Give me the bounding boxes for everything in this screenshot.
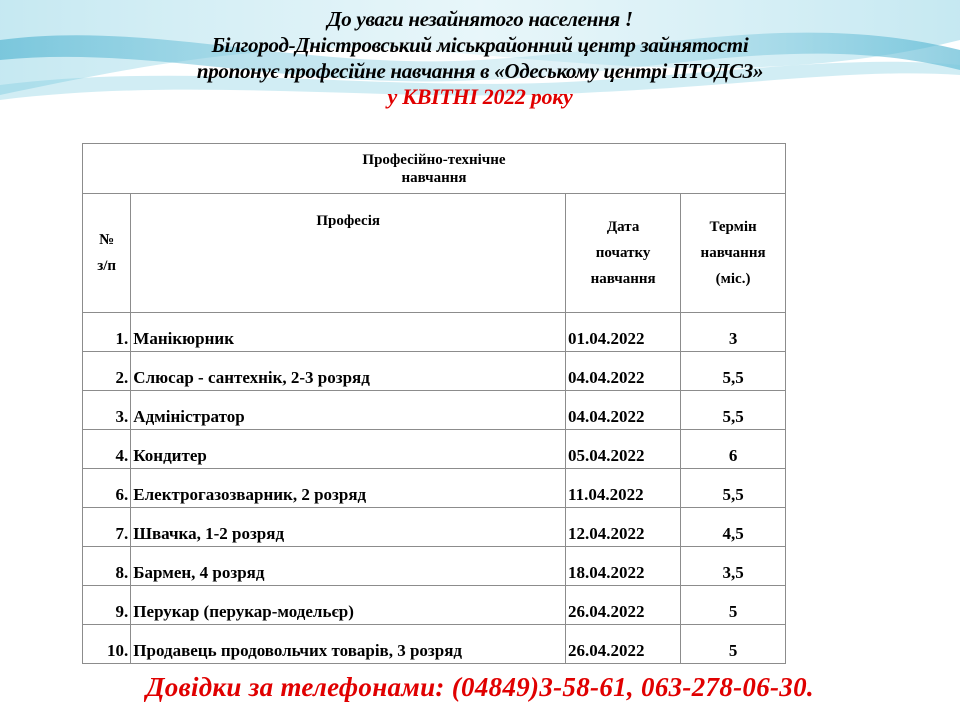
table-row [83, 313, 786, 352]
table-row [83, 508, 786, 547]
row-number: 4. [83, 430, 131, 469]
table-row [83, 625, 786, 664]
row-start-date: 12.04.2022 [566, 508, 681, 547]
col-date-line1: Дата [606, 219, 640, 235]
col-term-line1: Термін [709, 219, 757, 235]
row-start-date: 04.04.2022 [566, 352, 681, 391]
row-duration: 5,5 [681, 469, 786, 508]
row-duration: 3 [681, 313, 786, 352]
table-row [83, 391, 786, 430]
table-group-header-row [83, 144, 786, 194]
col-no-line2: з/п [97, 258, 117, 274]
courses-table [82, 143, 786, 664]
row-start-date: 05.04.2022 [566, 430, 681, 469]
table-body [83, 313, 786, 664]
row-profession: Перукар (перукар-модельєр) [131, 586, 566, 625]
col-term-line3: (міс.) [715, 271, 751, 287]
row-number: 10. [83, 625, 131, 664]
table-column-header-row [83, 194, 786, 313]
row-profession: Бармен, 4 розряд [131, 547, 566, 586]
announcement-header [0, 6, 960, 110]
row-start-date: 26.04.2022 [566, 586, 681, 625]
row-profession: Слюсар - сантехнік, 2-3 розряд [131, 352, 566, 391]
col-term-line2: навчання [700, 245, 766, 261]
column-header-number [83, 194, 131, 313]
row-duration: 3,5 [681, 547, 786, 586]
row-start-date: 26.04.2022 [566, 625, 681, 664]
column-header-start-date [566, 194, 681, 313]
contact-phones: Довідки за телефонами: (04849)3-58-61, 063-278-06-30. [146, 672, 814, 702]
column-header-duration [681, 194, 786, 313]
col-no-line1: № [99, 232, 115, 248]
col-date-line2: початку [595, 245, 651, 261]
col-date-line3: навчання [590, 271, 656, 287]
row-start-date: 11.04.2022 [566, 469, 681, 508]
table-row [83, 547, 786, 586]
header-line-center: Білгород-Дністровський міськрайонний центр зайнятості [211, 33, 749, 57]
row-profession: Манікюрник [131, 313, 566, 352]
row-start-date: 04.04.2022 [566, 391, 681, 430]
row-number: 1. [83, 313, 131, 352]
row-profession: Кондитер [131, 430, 566, 469]
row-number: 2. [83, 352, 131, 391]
row-profession: Електрогазозварник, 2 розряд [131, 469, 566, 508]
row-number: 3. [83, 391, 131, 430]
table-row [83, 586, 786, 625]
table-row [83, 469, 786, 508]
header-line-offer: пропонує професійне навчання в «Одеському центрі ПТОДСЗ» [196, 59, 764, 83]
row-start-date: 01.04.2022 [566, 313, 681, 352]
row-number: 9. [83, 586, 131, 625]
group-title-line1: Професійно-технічне [362, 151, 506, 168]
table-row [83, 430, 786, 469]
row-start-date: 18.04.2022 [566, 547, 681, 586]
row-duration: 5 [681, 586, 786, 625]
row-duration: 5,5 [681, 391, 786, 430]
table-row [83, 352, 786, 391]
table-group-title [83, 144, 786, 194]
header-line-month: у КВІТНІ 2022 року [387, 84, 573, 109]
row-duration: 4,5 [681, 508, 786, 547]
row-profession: Швачка, 1-2 розряд [131, 508, 566, 547]
group-title-line2: навчання [401, 169, 467, 186]
row-profession: Продавець продовольчих товарів, 3 розряд [131, 625, 566, 664]
row-profession: Адміністратор [131, 391, 566, 430]
row-number: 7. [83, 508, 131, 547]
row-duration: 5 [681, 625, 786, 664]
header-line-attention: До уваги незайнятого населення ! [327, 7, 633, 31]
row-number: 6. [83, 469, 131, 508]
row-duration: 6 [681, 430, 786, 469]
row-duration: 5,5 [681, 352, 786, 391]
row-number: 8. [83, 547, 131, 586]
column-header-profession: Професія [131, 194, 566, 313]
